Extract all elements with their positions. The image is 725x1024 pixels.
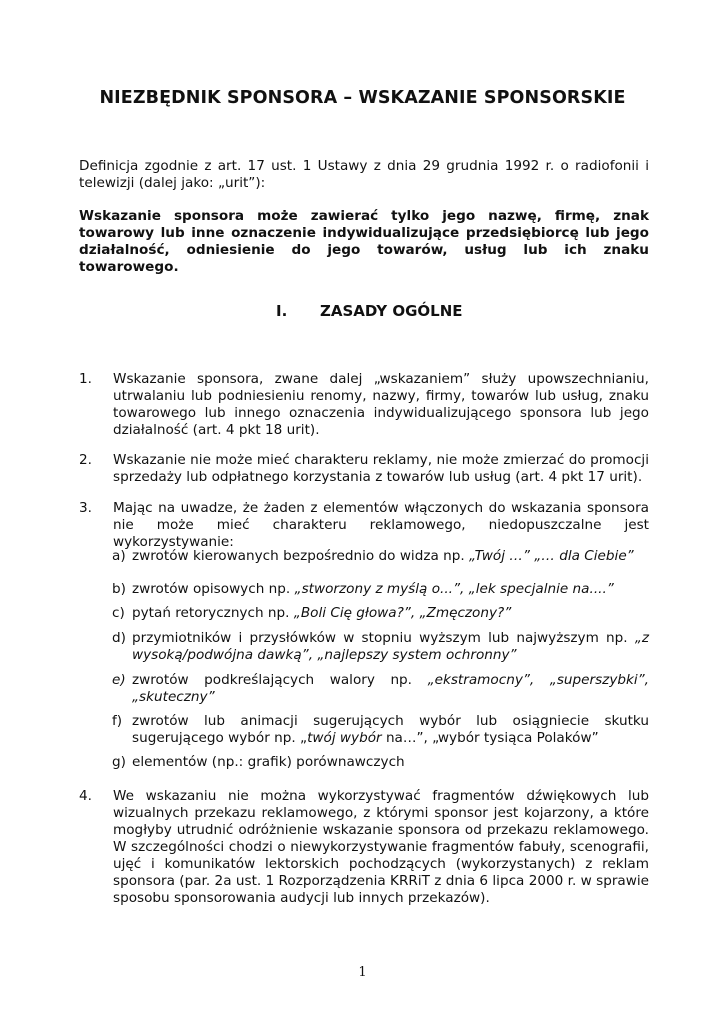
sub-item-example: twój wybór: [307, 730, 382, 746]
section-number: I.: [276, 302, 288, 320]
item-number: 1.: [79, 371, 92, 387]
sub-item-text: zwrotów kierowanych bezpośrednio do widza np.: [132, 548, 470, 564]
sub-item-text: elementów (np.: grafik) porównawczych: [132, 754, 405, 770]
sub-item: [112, 581, 649, 598]
sub-item: [112, 605, 649, 622]
sub-item-letter: g): [112, 754, 126, 770]
list-item: [79, 788, 649, 907]
list-item: [79, 452, 649, 486]
item-text: We wskazaniu nie można wykorzystywać fragmentów dźwiękowych lub wizualnych przekazu reklamowego, z którymi sponsor jest kojarzony, a które mogłyby utrudnić odróżnienie wskazanie sponsora od przekazu reklamowego. W szczególności chodzi o niewykorzystywanie fragmentów fabuły, scenografii, ujęć i komunikatów lektorskich pochodzących (wykorzystanych) z reklam sponsora (par. 2a ust. 1 Rozporządzenia KRRiT z dnia 6 lipca 2000 r. w sprawie sposobu sponsorowania audycji lub innych przekazów).: [113, 788, 649, 906]
list-item: [79, 500, 649, 551]
sub-item-text: przymiotników i przysłówków w stopniu wyższym lub najwyższym np.: [132, 630, 635, 646]
sub-item-text-end: na…”, „wybór tysiąca Polaków”: [381, 730, 599, 746]
item-text: Wskazanie sponsora, zwane dalej „wskazaniem” służy upowszechnianiu, utrwalaniu lub podniesieniu renomy, nazwy, firmy, towarów lub usług, znaku towarowego lub innego oznaczenia indywidualizującego sponsora lub jego działalność (art. 4 pkt 18 urit).: [113, 371, 649, 438]
sub-item-text: zwrotów opisowych np.: [132, 581, 295, 597]
sub-item: [112, 548, 649, 565]
sub-item-letter: c): [112, 605, 125, 621]
section-title: ZASADY OGÓLNE: [320, 302, 463, 320]
definition-text: Wskazanie sponsora może zawierać tylko jego nazwę, firmę, znak towarowy lub inne oznaczenie indywidualizujące przedsiębiorcę lub jego działalność, odniesienie do jego towarów, usług lub ich znaku towarowego.: [79, 208, 649, 275]
sub-item-letter: a): [112, 548, 126, 564]
sub-item-example: „ekstramocny”, „superszybki”, „skuteczny”: [132, 672, 649, 705]
sub-item-text: zwrotów podkreślających walory np.: [132, 672, 428, 688]
sub-item-text: zwrotów lub animacji sugerujących wybór lub osiągniecie skutku sugerującego wybór np. „: [132, 713, 649, 746]
item-number: 4.: [79, 788, 92, 804]
sub-item-example: „z wysoką/podwójna dawką”, „najlepszy system ochronny”: [132, 630, 649, 663]
item-text: Wskazanie nie może mieć charakteru reklamy, nie może zmierzać do promocji sprzedaży lub odpłatnego korzystania z towarów lub usług (art. 4 pkt 17 urit).: [113, 452, 649, 485]
sub-item-letter: e): [112, 672, 126, 688]
sub-item-example: „stworzony z myślą o...”, „lek specjalnie na....”: [294, 581, 614, 597]
sub-item: [112, 672, 649, 706]
list-item: [79, 371, 649, 439]
sub-item: [112, 630, 649, 664]
sub-item-letter: f): [112, 713, 123, 729]
sub-item-letter: b): [112, 581, 126, 597]
item-number: 2.: [79, 452, 92, 468]
definition-intro: Definicja zgodnie z art. 17 ust. 1 Ustawy z dnia 29 grudnia 1992 r. o radiofonii i telewizji (dalej jako: „urit”):: [79, 158, 649, 191]
sub-item: [112, 713, 649, 747]
page-number: 1: [358, 965, 367, 980]
item-number: 3.: [79, 500, 92, 516]
sub-item-example: „Twój …” „… dla Ciebie”: [469, 548, 634, 564]
sub-item-example: „Boli Cię głowa?”, „Zmęczony?”: [293, 605, 512, 621]
document-title: NIEZBĘDNIK SPONSORA – WSKAZANIE SPONSORSKIE: [99, 88, 626, 108]
sub-item-letter: d): [112, 630, 126, 646]
sub-item-text: pytań retorycznych np.: [132, 605, 294, 621]
sub-item: [112, 754, 649, 771]
item-text: Mając na uwadze, że żaden z elementów włączonych do wskazania sponsora nie może mieć charakteru reklamowego, niedopuszczalne jest wykorzystywanie:: [113, 500, 649, 550]
